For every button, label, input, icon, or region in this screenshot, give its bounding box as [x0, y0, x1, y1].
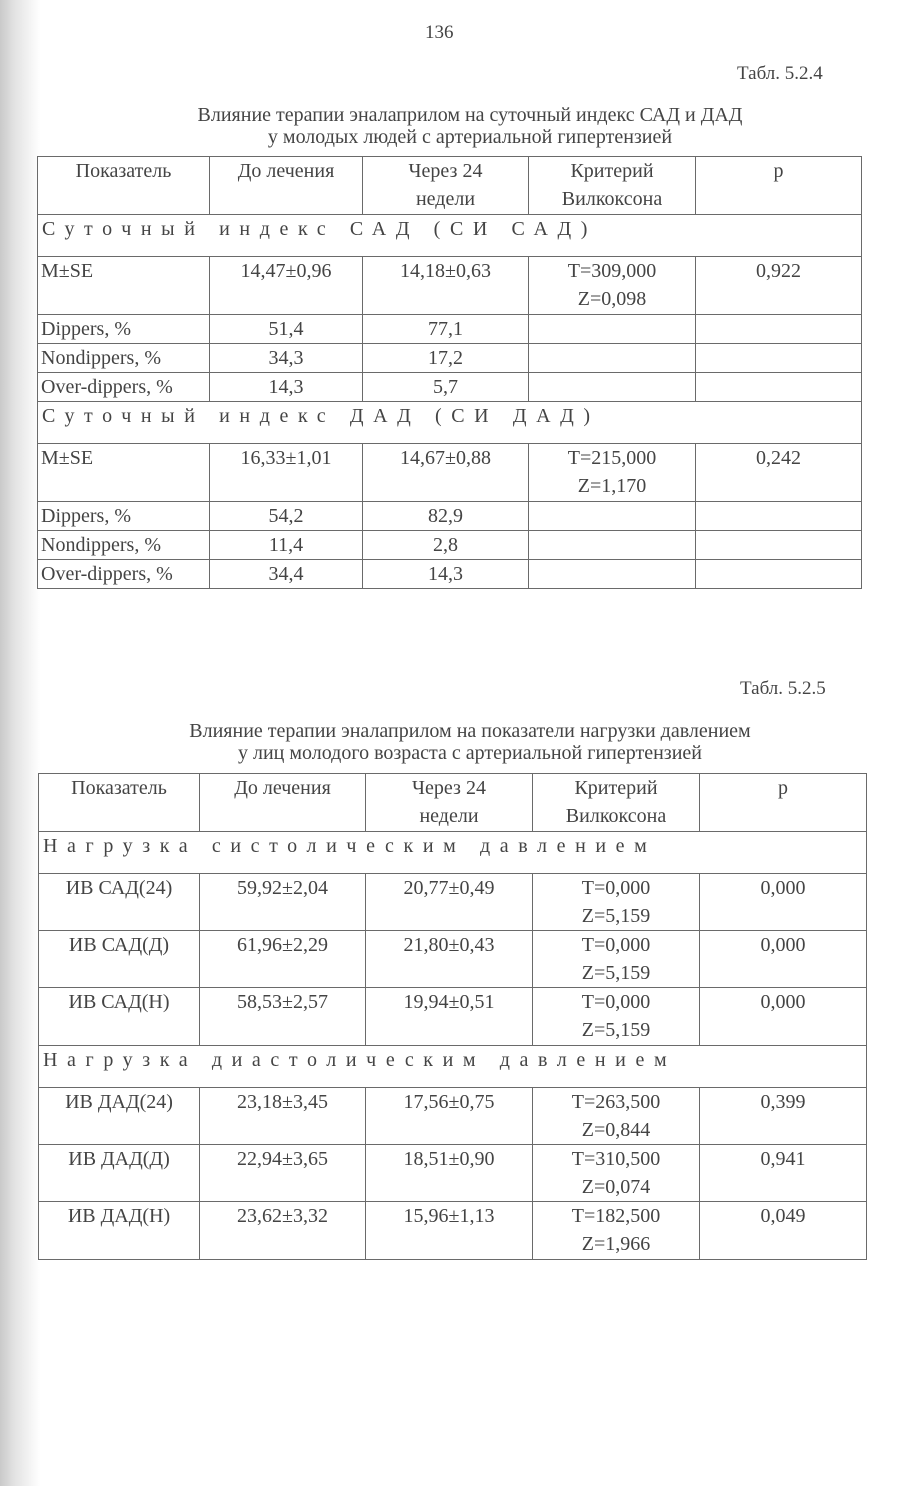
caption-line: у молодых людей с артериальной гипертензией — [267, 126, 673, 148]
cell-before: 23,62±3,32 — [200, 1202, 366, 1260]
section-title: Суточный индекс ДАД (СИ ДАД) — [38, 402, 862, 444]
cell-after: 17,56±0,75 — [366, 1088, 533, 1145]
row-label: ИВ САД(Д) — [39, 931, 200, 988]
sdi-table — [37, 156, 862, 589]
cell-p — [696, 560, 862, 589]
cell-after: 2,8 — [363, 531, 529, 560]
cell-criterion — [529, 315, 696, 344]
cell-after: 14,18±0,63 — [363, 257, 529, 315]
table-row — [39, 931, 867, 988]
section-title: Нагрузка систолическим давлением — [39, 832, 867, 874]
row-label: ИВ САД(Н) — [39, 988, 200, 1046]
caption-line: у лиц молодого возраста с артериальной гипертензией — [238, 742, 702, 764]
cell-p: 0,242 — [696, 444, 862, 502]
table-row — [39, 1088, 867, 1145]
header-criterion: Критерий Вилкоксона — [533, 774, 700, 832]
cell-before: 54,2 — [210, 502, 363, 531]
cell-p — [696, 373, 862, 402]
row-label: Nondippers, % — [38, 344, 210, 373]
cell-p: 0,941 — [700, 1145, 867, 1202]
table-label: Табл. 5.2.4 — [737, 63, 823, 84]
row-label: M±SE — [38, 257, 210, 315]
header-row — [39, 774, 867, 832]
table-row — [38, 344, 862, 373]
cell-p: 0,922 — [696, 257, 862, 315]
cell-after: 14,67±0,88 — [363, 444, 529, 502]
row-label: Over-dippers, % — [38, 373, 210, 402]
cell-before: 23,18±3,45 — [200, 1088, 366, 1145]
section-row — [38, 215, 862, 257]
cell-p: 0,000 — [700, 874, 867, 931]
cell-before: 14,47±0,96 — [210, 257, 363, 315]
header-before: До лечения — [200, 774, 366, 832]
cell-after: 82,9 — [363, 502, 529, 531]
cell-p — [696, 502, 862, 531]
cell-criterion — [529, 531, 696, 560]
cell-before: 22,94±3,65 — [200, 1145, 366, 1202]
cell-criterion: T=0,000 Z=5,159 — [533, 874, 700, 931]
cell-after: 77,1 — [363, 315, 529, 344]
cell-after: 20,77±0,49 — [366, 874, 533, 931]
cell-criterion: T=310,500 Z=0,074 — [533, 1145, 700, 1202]
table-row — [39, 1202, 867, 1260]
cell-criterion: T=309,000 Z=0,098 — [529, 257, 696, 315]
row-label: ИВ ДАД(Н) — [39, 1202, 200, 1260]
cell-criterion: T=182,500 Z=1,966 — [533, 1202, 700, 1260]
table-row — [39, 874, 867, 931]
row-label: Over-dippers, % — [38, 560, 210, 589]
table-row — [39, 988, 867, 1046]
cell-before: 34,4 — [210, 560, 363, 589]
table-label: Табл. 5.2.5 — [740, 678, 826, 699]
cell-criterion — [529, 560, 696, 589]
row-label: M±SE — [38, 444, 210, 502]
table-row — [38, 502, 862, 531]
cell-before: 34,3 — [210, 344, 363, 373]
cell-criterion: T=263,500 Z=0,844 — [533, 1088, 700, 1145]
cell-after: 18,51±0,90 — [366, 1145, 533, 1202]
header-criterion: Критерий Вилкоксона — [529, 157, 696, 215]
table-row — [38, 531, 862, 560]
cell-before: 16,33±1,01 — [210, 444, 363, 502]
table-caption — [40, 720, 900, 764]
cell-before: 14,3 — [210, 373, 363, 402]
cell-criterion — [529, 502, 696, 531]
section-title: Суточный индекс САД (СИ САД) — [38, 215, 862, 257]
page-number: 136 — [425, 22, 454, 43]
cell-criterion: T=215,000 Z=1,170 — [529, 444, 696, 502]
cell-p: 0,000 — [700, 931, 867, 988]
row-label: ИВ ДАД(Д) — [39, 1145, 200, 1202]
table-caption — [40, 104, 900, 148]
section-row — [39, 832, 867, 874]
caption-line: Влияние терапии эналаприлом на показатели нагрузки давлением — [189, 720, 751, 742]
header-after: Через 24 недели — [366, 774, 533, 832]
header-after: Через 24 недели — [363, 157, 529, 215]
table-row — [38, 373, 862, 402]
cell-criterion: T=0,000 Z=5,159 — [533, 988, 700, 1046]
cell-before: 51,4 — [210, 315, 363, 344]
cell-before: 59,92±2,04 — [200, 874, 366, 931]
cell-p: 0,049 — [700, 1202, 867, 1260]
cell-p — [696, 315, 862, 344]
table-row — [38, 315, 862, 344]
cell-criterion: T=0,000 Z=5,159 — [533, 931, 700, 988]
section-title: Нагрузка диастолическим давлением — [39, 1046, 867, 1088]
table-row — [39, 1145, 867, 1202]
cell-p — [696, 344, 862, 373]
row-label: ИВ САД(24) — [39, 874, 200, 931]
cell-before: 61,96±2,29 — [200, 931, 366, 988]
scan-edge-shadow — [0, 0, 40, 1486]
header-indicator: Показатель — [38, 157, 210, 215]
cell-after: 14,3 — [363, 560, 529, 589]
cell-criterion — [529, 373, 696, 402]
row-label: Nondippers, % — [38, 531, 210, 560]
header-row — [38, 157, 862, 215]
caption-line: Влияние терапии эналаприлом на суточный индекс САД и ДАД — [197, 104, 743, 126]
cell-criterion — [529, 344, 696, 373]
section-row — [38, 402, 862, 444]
cell-p: 0,000 — [700, 988, 867, 1046]
cell-after: 5,7 — [363, 373, 529, 402]
header-before: До лечения — [210, 157, 363, 215]
cell-after: 19,94±0,51 — [366, 988, 533, 1046]
cell-after: 21,80±0,43 — [366, 931, 533, 988]
row-label: Dippers, % — [38, 502, 210, 531]
cell-p: 0,399 — [700, 1088, 867, 1145]
header-p: p — [700, 774, 867, 832]
row-label: Dippers, % — [38, 315, 210, 344]
row-label: ИВ ДАД(24) — [39, 1088, 200, 1145]
cell-before: 11,4 — [210, 531, 363, 560]
table-row — [38, 257, 862, 315]
pressure-load-table — [38, 773, 867, 1260]
header-indicator: Показатель — [39, 774, 200, 832]
header-p: p — [696, 157, 862, 215]
table-row — [38, 560, 862, 589]
cell-p — [696, 531, 862, 560]
table-row — [38, 444, 862, 502]
cell-after: 17,2 — [363, 344, 529, 373]
section-row — [39, 1046, 867, 1088]
cell-before: 58,53±2,57 — [200, 988, 366, 1046]
cell-after: 15,96±1,13 — [366, 1202, 533, 1260]
